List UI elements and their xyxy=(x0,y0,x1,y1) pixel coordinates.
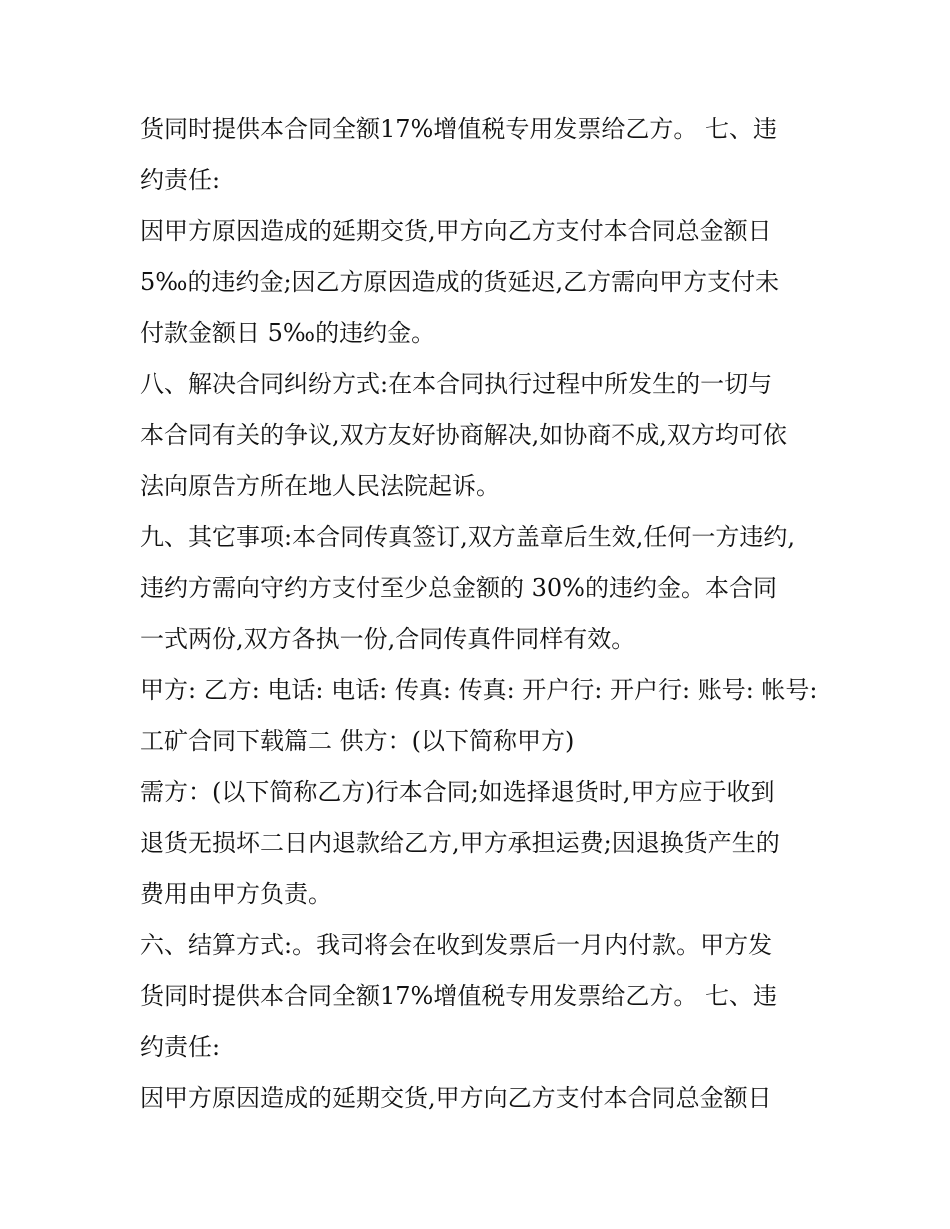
text-line: 约责任: xyxy=(140,1033,221,1061)
text-line: 甲方: 乙方: 电话: 电话: 传真: 传真: 开户行: 开户行: 账号: 帐号: xyxy=(140,676,818,704)
text-line: 费用由甲方负责。 xyxy=(140,880,332,908)
text-line: 需方：(以下简称乙方)行本合同;如选择退货时,甲方应于收到 xyxy=(140,778,775,806)
text-line: 法向原告方所在地人民法院起诉。 xyxy=(140,472,500,500)
text-line: 一式两份,双方各执一份,合同传真件同样有效。 xyxy=(140,625,636,653)
text-line: 九、其它事项:本合同传真签订,双方盖章后生效,任何一方违约, xyxy=(140,523,795,551)
text-line: 货同时提供本合同全额17%增值税专用发票给乙方。 七、违 xyxy=(140,115,777,143)
text-line: 货同时提供本合同全额17%增值税专用发票给乙方。 七、违 xyxy=(140,982,777,1010)
text-line: 违约方需向守约方支付至少总金额的 30%的违约金。本合同 xyxy=(140,574,777,602)
text-line: 工矿合同下载篇二 供方：(以下简称甲方) xyxy=(140,727,575,755)
text-line: 5‰的违约金;因乙方原因造成的货延迟,乙方需向甲方支付未 xyxy=(140,268,780,296)
document-body xyxy=(140,104,820,1124)
text-line: 六、结算方式:。我司将会在收到发票后一月内付款。甲方发 xyxy=(140,931,773,959)
text-line: 因甲方原因造成的延期交货,甲方向乙方支付本合同总金额日 xyxy=(140,1084,772,1112)
text-line: 退货无损坏二日内退款给乙方,甲方承担运费;因退换货产生的 xyxy=(140,829,780,857)
text-line: 本合同有关的争议,双方友好协商解决,如协商不成,双方均可依 xyxy=(140,421,787,449)
text-line: 因甲方原因造成的延期交货,甲方向乙方支付本合同总金额日 xyxy=(140,217,772,245)
text-line: 约责任: xyxy=(140,166,221,194)
text-line: 八、解决合同纠纷方式:在本合同执行过程中所发生的一切与 xyxy=(140,370,773,398)
text-line: 付款金额日 5‰的违约金。 xyxy=(140,319,436,347)
